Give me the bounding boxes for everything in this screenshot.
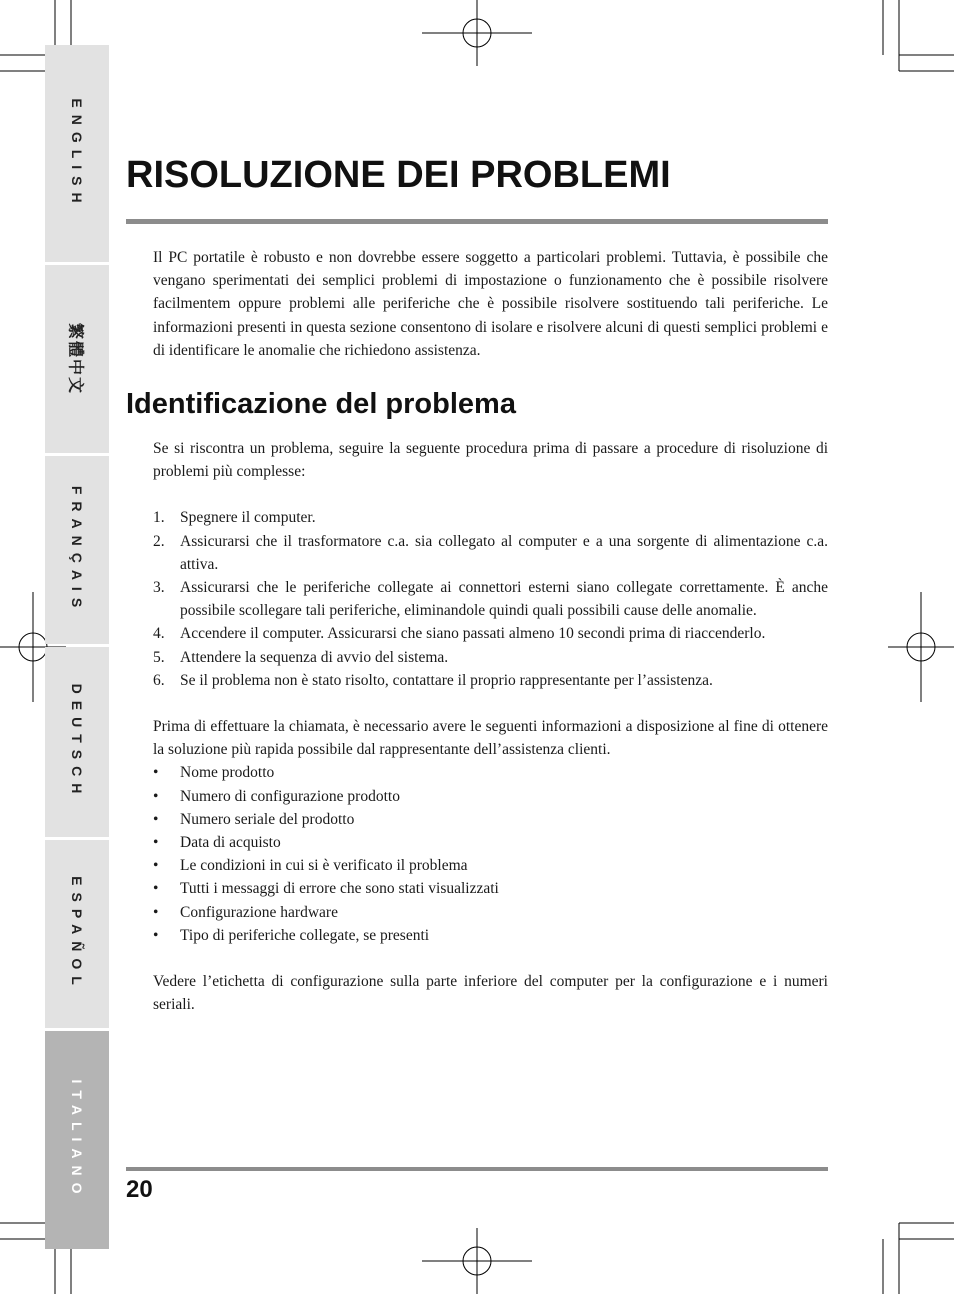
- tab-deutsch[interactable]: [45, 647, 109, 837]
- bullet: •: [153, 810, 159, 828]
- list-item: [153, 761, 828, 784]
- list-item: [153, 530, 828, 576]
- list-item: [153, 785, 828, 808]
- list-item: [153, 877, 828, 900]
- step-text: Spegnere il computer.: [180, 509, 316, 527]
- title-rule: [126, 219, 828, 224]
- info-item-text: Le condizioni in cui si è verificato il problema: [180, 857, 468, 875]
- tab-traditional-chinese[interactable]: [45, 265, 109, 453]
- tab-espanol[interactable]: [45, 840, 109, 1028]
- page-title: RISOLUZIONE DEI PROBLEMI: [126, 154, 671, 196]
- tab-english[interactable]: [45, 45, 109, 262]
- intro-paragraph: Il PC portatile è robusto e non dovrebbe essere soggetto a particolari problemi. Tuttavia, è possibile che vengano sperimentati dei semplici problemi di impostazione o funzionamento che è possibile risolvere facilmentem oppure problemi alle periferiche che è possibile risolvere sostituendo tali periferiche. Le informazioni presenti in questa sezione consentono di isolare e risolvere alcuni di questi semplici problemi e di identificare le anomalie che richiedono assistenza.: [153, 249, 828, 359]
- section-heading: Identificazione del problema: [126, 388, 516, 420]
- tab-label: ESPAÑOL: [69, 876, 85, 992]
- step-number: 6.: [153, 671, 165, 689]
- list-item: [153, 506, 828, 529]
- closing-paragraph: Vedere l’etichetta di configurazione sulla parte inferiore del computer per la configurazione e i numeri seriali.: [153, 973, 828, 1014]
- step-number: 1.: [153, 509, 165, 527]
- step-text: Assicurarsi che il trasformatore c.a. sia collegato al computer e a una sorgente di alimentazione c.a. attiva.: [180, 532, 828, 573]
- bullet: •: [153, 787, 159, 805]
- bullet: •: [153, 764, 159, 782]
- steps-list: [153, 506, 828, 692]
- tab-italiano[interactable]: [45, 1031, 109, 1249]
- list-item: [153, 669, 828, 692]
- bullet: •: [153, 880, 159, 898]
- list-item: [153, 924, 828, 947]
- info-item-text: Tipo di periferiche collegate, se presenti: [180, 926, 430, 944]
- info-item-text: Numero seriale del prodotto: [180, 810, 355, 828]
- list-item: [153, 622, 828, 645]
- info-item-text: Nome prodotto: [180, 764, 275, 782]
- section-intro: Se si riscontra un problema, seguire la seguente procedura prima di passare a procedure di risoluzione di problemi più complesse:: [153, 440, 828, 481]
- info-item-text: Tutti i messaggi di errore che sono stati visualizzati: [180, 880, 499, 898]
- section-content: [153, 437, 828, 1016]
- bullet: •: [153, 857, 159, 875]
- tab-label: DEUTSCH: [69, 683, 85, 801]
- list-item: [153, 646, 828, 669]
- tab-francais[interactable]: [45, 456, 109, 644]
- intro-block: [153, 246, 828, 362]
- step-text: Attendere la sequenza di avvio del sistema.: [180, 648, 449, 666]
- step-text: Se il problema non è stato risolto, contattare il proprio rappresentante per l’assistenza.: [180, 671, 713, 689]
- page-number: 20: [126, 1176, 153, 1203]
- step-number: 5.: [153, 648, 165, 666]
- list-item: [153, 831, 828, 854]
- info-list: [153, 761, 828, 947]
- bullet: •: [153, 926, 159, 944]
- info-item-text: Configurazione hardware: [180, 903, 338, 921]
- step-text: Assicurarsi che le periferiche collegate ai connettori esterni siano collegate correttamente. È anche possibile scollegare tali periferiche, eliminandole quindi quali possibili cause delle anomalie.: [180, 579, 828, 620]
- list-item: [153, 901, 828, 924]
- tab-label: ENGLISH: [69, 97, 85, 210]
- list-item: [153, 576, 828, 622]
- list-item: [153, 808, 828, 831]
- language-sidebar: [45, 45, 109, 1249]
- tab-label: FRANÇAIS: [69, 485, 85, 615]
- tab-label: ITALIANO: [69, 1079, 85, 1201]
- tab-label: 繁體中文: [66, 322, 84, 396]
- bullet: •: [153, 903, 159, 921]
- info-item-text: Numero di configurazione prodotto: [180, 787, 400, 805]
- step-number: 2.: [153, 532, 165, 550]
- step-number: 4.: [153, 625, 165, 643]
- list-item: [153, 854, 828, 877]
- bullet: •: [153, 834, 159, 852]
- footer-rule: [126, 1167, 828, 1171]
- info-item-text: Data di acquisto: [180, 834, 281, 852]
- call-intro: Prima di effettuare la chiamata, è necessario avere le seguenti informazioni a disposizione al fine di ottenere la soluzione più rapida possibile dal rappresentante dell’assistenza clienti.: [153, 718, 828, 759]
- step-number: 3.: [153, 579, 165, 597]
- step-text: Accendere il computer. Assicurarsi che siano passati almeno 10 secondi prima di riaccenderlo.: [180, 625, 766, 643]
